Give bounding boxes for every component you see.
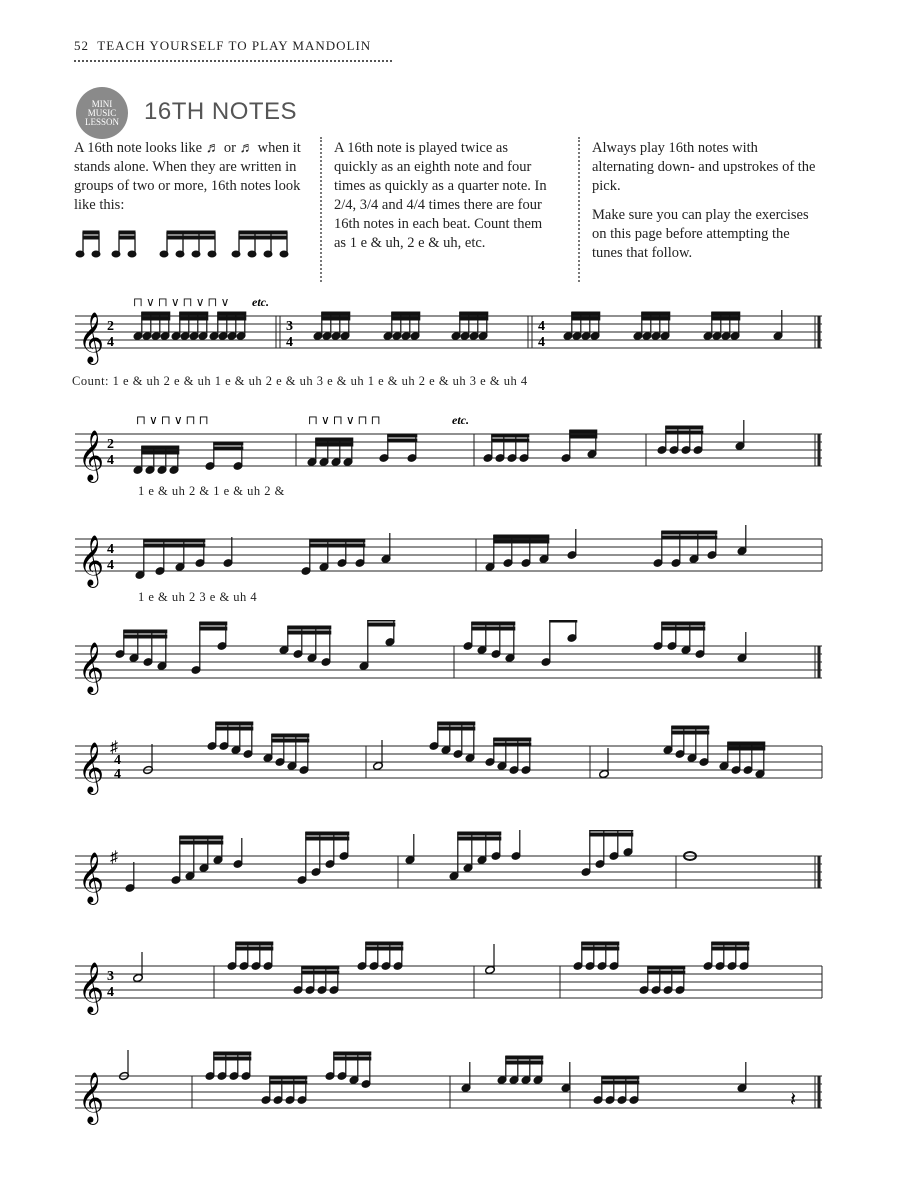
column-divider (578, 137, 580, 282)
column-1 (74, 139, 310, 225)
beam (180, 317, 208, 320)
beam (392, 312, 420, 315)
column-2 (334, 139, 554, 263)
beam (572, 312, 600, 315)
beam (142, 312, 170, 315)
beam (368, 623, 395, 626)
beam (388, 439, 417, 442)
svg-text:4: 4 (107, 985, 114, 1000)
svg-text:⊓ ∨ ⊓ ∨ ⊓ ⊓: ⊓ ∨ ⊓ ∨ ⊓ ⊓ (308, 413, 381, 427)
beam (712, 947, 749, 950)
svg-text:2: 2 (107, 319, 114, 334)
beam (334, 1052, 371, 1055)
count-row-3: 1 e & uh 2 3 e & uh 4 (138, 590, 258, 604)
beam (662, 622, 705, 625)
svg-text:4: 4 (114, 767, 121, 782)
beam (392, 317, 420, 320)
beam (494, 743, 531, 746)
beam (460, 312, 488, 315)
beam (672, 726, 709, 729)
beam (550, 620, 577, 622)
page-number: 52 (74, 38, 89, 53)
treble-clef-icon: 𝄞 (78, 963, 105, 1012)
beam (712, 312, 740, 315)
beam (388, 434, 417, 437)
svg-text:4: 4 (107, 335, 114, 350)
pick-direction-marks (133, 295, 229, 309)
staff-row-8 (0, 1050, 900, 1170)
svg-text:⊓ ∨ ⊓ ∨ ⊓ ∨ ⊓ ∨: ⊓ ∨ ⊓ ∨ ⊓ ∨ ⊓ ∨ (133, 295, 230, 309)
beam (494, 535, 549, 538)
beam (642, 317, 670, 320)
beam (218, 317, 246, 320)
beam (180, 312, 208, 315)
beam (602, 1076, 639, 1079)
staff-row-3 (0, 513, 900, 633)
beam (570, 435, 597, 438)
quad-group-2 (232, 231, 288, 257)
svg-text:4: 4 (107, 542, 114, 557)
staff-row-2 (0, 408, 900, 528)
beam (124, 635, 167, 638)
beam (322, 312, 350, 315)
beam (494, 540, 549, 543)
quad-group-1 (160, 231, 216, 257)
beam (142, 446, 179, 449)
svg-text:4: 4 (538, 319, 545, 334)
beam (124, 630, 167, 633)
beam (572, 317, 600, 320)
beam (458, 837, 501, 840)
beam (494, 738, 531, 741)
treble-clef-icon: 𝄞 (78, 536, 105, 585)
beam (712, 942, 749, 945)
staff-row-7 (0, 940, 900, 1060)
beam (302, 971, 339, 974)
beam (366, 947, 403, 950)
treble-clef-icon: 𝄞 (78, 1073, 105, 1122)
beam (712, 317, 740, 320)
beam (214, 447, 243, 450)
beam (142, 317, 170, 320)
beam (272, 734, 309, 737)
beam (492, 434, 529, 437)
beam (270, 1081, 307, 1084)
beam (648, 971, 685, 974)
col2-text: A 16th note is played twice as quickly as an eighth note and four times as quickly as a quarter note. In 2/4, 3/4 and 4/4 times there are four 16th notes in each beat. Count them as 1 e & uh, 2 e & uh, etc. (334, 140, 547, 251)
beam (214, 1052, 251, 1055)
beam (590, 833, 633, 836)
beam (310, 539, 365, 542)
svg-text:3: 3 (107, 969, 114, 984)
beam (590, 830, 633, 831)
beam (142, 451, 179, 454)
running-title: TEACH YOURSELF TO PLAY MANDOLIN (97, 38, 372, 53)
running-head (74, 38, 371, 54)
beam (582, 947, 619, 950)
treble-clef-icon: 𝄞 (78, 853, 105, 902)
beam (662, 531, 717, 534)
beam (728, 742, 765, 745)
beam (472, 627, 515, 630)
beam (334, 1057, 371, 1060)
badge-line-3: LESSON (84, 116, 119, 127)
col1-text: A 16th note looks like ♬ or ♬ when it stands alone. When they are written in groups of two or more, 16th notes look like this: (74, 140, 301, 213)
beam (666, 431, 703, 434)
sharp-icon: ♯ (110, 739, 118, 756)
beam (200, 622, 227, 625)
quarter-rest-icon: 𝄽 (790, 1089, 797, 1111)
beam (458, 832, 501, 835)
beam (506, 1061, 543, 1064)
beam (310, 544, 365, 547)
beam (272, 739, 309, 742)
beam (666, 426, 703, 429)
beam (218, 312, 246, 315)
beam (144, 539, 205, 542)
beam (662, 536, 717, 539)
sixteenth-groups-sample (74, 226, 304, 260)
beam (216, 727, 253, 730)
beam (460, 317, 488, 320)
badge-line-2: MUSIC (87, 107, 117, 118)
col3-paragraph-1: Always play 16th notes with alternating down- and upstrokes of the pick. (592, 140, 816, 194)
beam (144, 544, 205, 547)
beam (180, 841, 223, 844)
beam (662, 627, 705, 630)
treble-clef-icon: 𝄞 (78, 643, 105, 692)
svg-text:4: 4 (107, 558, 114, 573)
beam (506, 1056, 543, 1059)
mini-lesson-badge (76, 87, 128, 139)
treble-clef-icon: 𝄞 (78, 313, 105, 362)
beam (236, 947, 273, 950)
etc-label: etc. (452, 413, 469, 427)
count-row-1: Count: 1 e & uh 2 e & uh 1 e & uh 2 e & uh 3 e & uh 1 e & uh 2 e & uh 3 e & uh 4 (72, 374, 528, 388)
beam (214, 442, 243, 445)
dotted-rule (74, 60, 392, 62)
badge-line-1: MINI (91, 98, 113, 109)
count-row-2: 1 e & uh 2 & 1 e & uh 2 & (138, 484, 285, 498)
beam (288, 626, 331, 629)
column-divider (320, 137, 322, 282)
beam (200, 627, 227, 630)
beam (492, 439, 529, 442)
beam (570, 430, 597, 433)
svg-text:4: 4 (114, 753, 121, 768)
staff-row-5 (0, 720, 900, 840)
svg-text:3: 3 (286, 319, 293, 334)
beam (236, 942, 273, 945)
svg-text:4: 4 (107, 453, 114, 468)
beam (602, 1081, 639, 1084)
staff-row-1 (0, 290, 900, 410)
svg-text:2: 2 (107, 437, 114, 452)
beam (316, 438, 353, 441)
beam (648, 966, 685, 969)
svg-text:⊓ ∨ ⊓ ∨ ⊓ ⊓: ⊓ ∨ ⊓ ∨ ⊓ ⊓ (136, 413, 209, 427)
beam (306, 837, 349, 840)
beam (214, 1057, 251, 1060)
treble-clef-icon: 𝄞 (78, 743, 105, 792)
beam (306, 832, 349, 835)
beam (180, 836, 223, 839)
column-3 (592, 139, 822, 273)
pair-group-1 (76, 231, 100, 257)
beam (270, 1076, 307, 1079)
beam (316, 443, 353, 446)
pair-group-2 (112, 231, 136, 257)
beam (472, 622, 515, 625)
beam (438, 722, 475, 725)
beam (438, 727, 475, 730)
beam (672, 731, 709, 734)
sharp-icon: ♯ (110, 849, 118, 866)
beam (288, 631, 331, 634)
staff-row-6 (0, 830, 900, 950)
beam (582, 942, 619, 945)
lesson-title: 16TH NOTES (144, 98, 298, 125)
treble-clef-icon: 𝄞 (78, 431, 105, 480)
col3-paragraph-2: Make sure you can play the exercises on this page before attempting the tunes that follow. (592, 207, 809, 261)
etc-label: etc. (252, 295, 269, 309)
beam (366, 942, 403, 945)
beam (322, 317, 350, 320)
beam (302, 966, 339, 969)
beam (216, 722, 253, 725)
beam (642, 312, 670, 315)
svg-text:4: 4 (538, 335, 545, 350)
beam (728, 747, 765, 750)
svg-text:4: 4 (286, 335, 293, 350)
beam (368, 620, 395, 621)
